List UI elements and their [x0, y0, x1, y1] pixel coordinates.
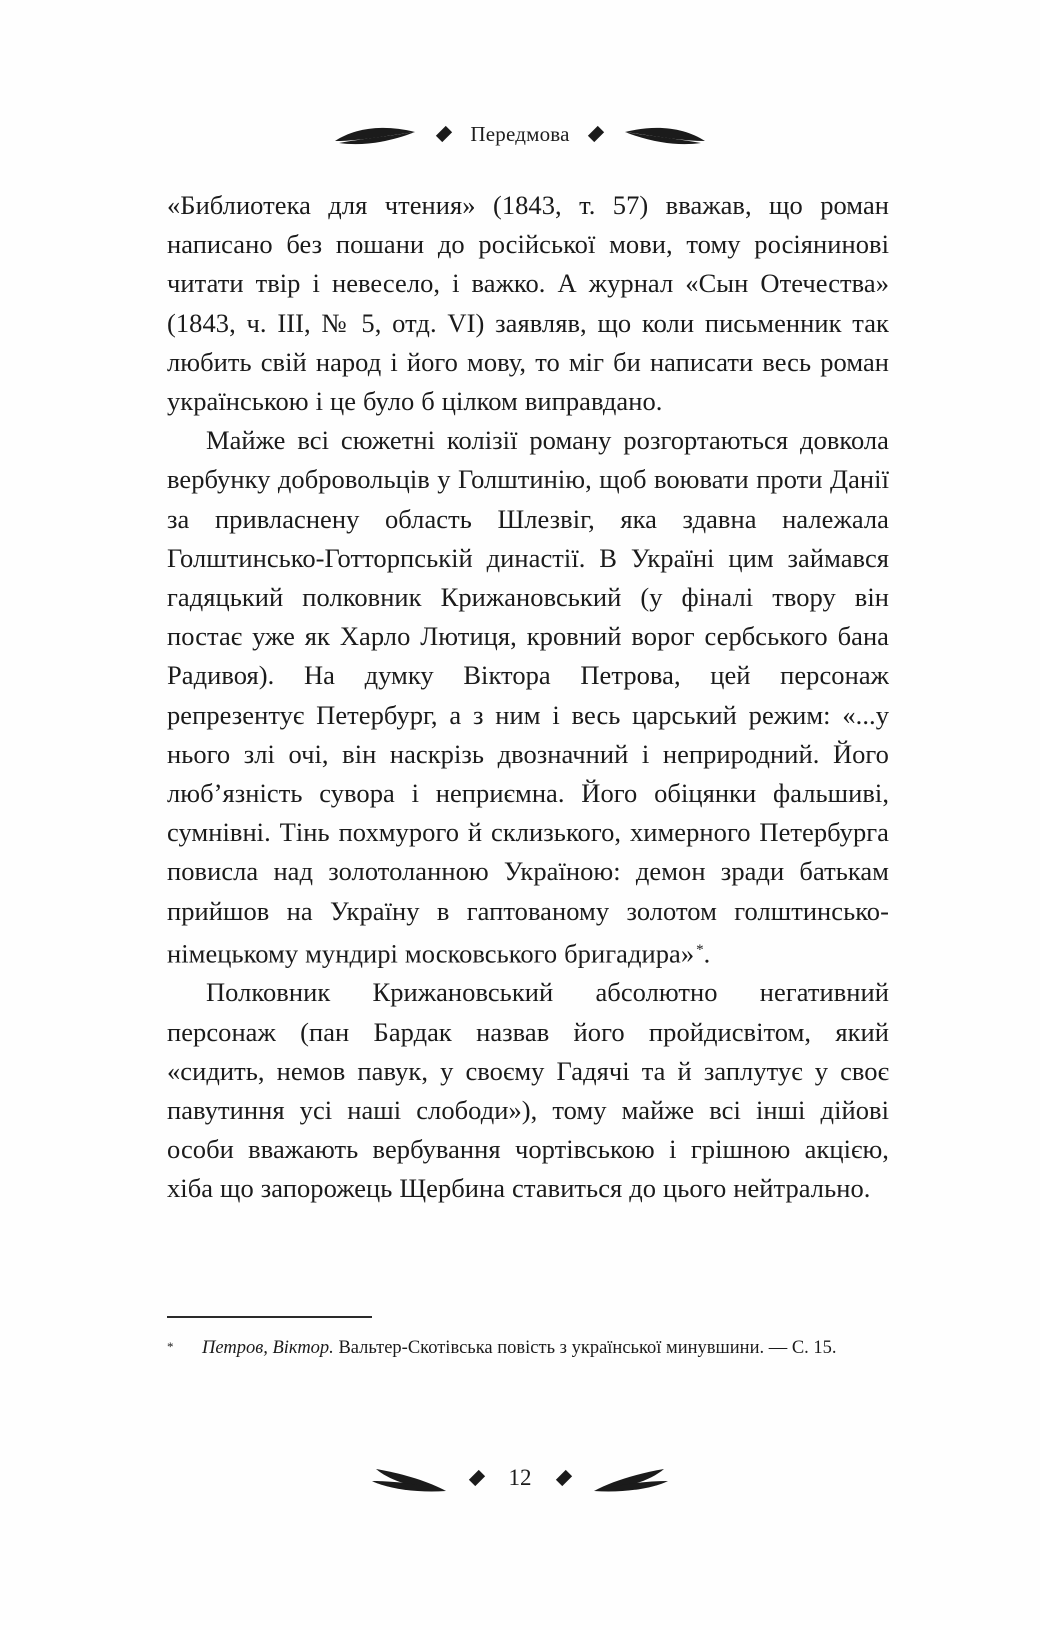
- footnote-citation: Вальтер-Скотівська повість з української минувшини. — С. 15.: [333, 1338, 837, 1358]
- paragraph-2-tail: .: [703, 938, 711, 969]
- footnote-zone: [167, 1316, 889, 1361]
- paragraph-3: Полковник Крижановський абсолютно негативний персонаж (пан Бардак назвав його пройдисвітом, який «сидить, немов павук, у своєму Гадячі та й заплутує у своє павутиння усі наші слободи»), тому майже всі інші дійові особи вважають вербування чортівською і грішною акцією, хіба що запорожець Щербина ставиться до цього нейтрально.: [167, 977, 889, 1204]
- diamond-ornament-right-icon: [590, 128, 603, 141]
- running-header-title: Передмова: [470, 121, 570, 146]
- footnote-text: [202, 1335, 889, 1361]
- page-footer: [0, 1448, 1040, 1508]
- running-header: [0, 112, 1040, 156]
- footnote-reference-marker[interactable]: *: [696, 941, 704, 958]
- footnote-marker: *: [167, 1339, 174, 1354]
- page-number: 12: [508, 1465, 532, 1490]
- footnote-separator-rule: [167, 1316, 372, 1318]
- footer-diamond-ornament-right-icon: [557, 1472, 570, 1485]
- paragraph-2-text: Майже всі сюжетні колізії роману розгортаються довкола вербунку добровольців у Голштинію, щоб воювати проти Данії за привласнену область Шлезвіг, яка здавна належала Голштинсько-Готторпській династії. В Україні цим займався гадяцький полковник Крижановський (у фіналі твору він постає уже як Харло Лютиця, кровний ворог сербського бана Радивоя). На думку Віктора Петрова, цей персонаж репрезентує Петербург, а з ним і весь царський режим: «...у нього злі очі, він наскрізь двозначний і неприродний. Його люб’язність сувора і неприємна. Його обіцянки фальшиві, сумнівні. Тінь похмурого й склизького, химерного Петербурга повисла над золотоланною Україною: демон зради батькам прийшов на Україну в гаптованому золотом голштинсько-німецькому мундирі московського бригадира»: [167, 425, 889, 969]
- leaf-flourish-right-icon: [623, 121, 707, 147]
- diamond-ornament-left-icon: [437, 128, 450, 141]
- footnote-entry: [167, 1335, 889, 1361]
- footer-leaf-flourish-left-icon: [370, 1463, 448, 1493]
- footnote-author: Петров, Віктор.: [202, 1338, 334, 1358]
- body-text-column: [167, 186, 889, 1209]
- paragraph-2: [167, 421, 889, 973]
- footer-leaf-flourish-right-icon: [592, 1463, 670, 1493]
- footer-diamond-ornament-left-icon: [470, 1472, 483, 1485]
- paragraph-1: «Библиотека для чтения» (1843, т. 57) вважав, що роман написано без пошани до російської мови, тому росіянинові читати твір і невесело, і важко. А журнал «Сын Отечества» (1843, ч. III, № 5, отд. VI) заявляв, що коли письменник так любить свій народ і його мову, то міг би написати весь роман українською і це було б цілком виправдано.: [167, 190, 889, 417]
- leaf-flourish-left-icon: [333, 121, 417, 147]
